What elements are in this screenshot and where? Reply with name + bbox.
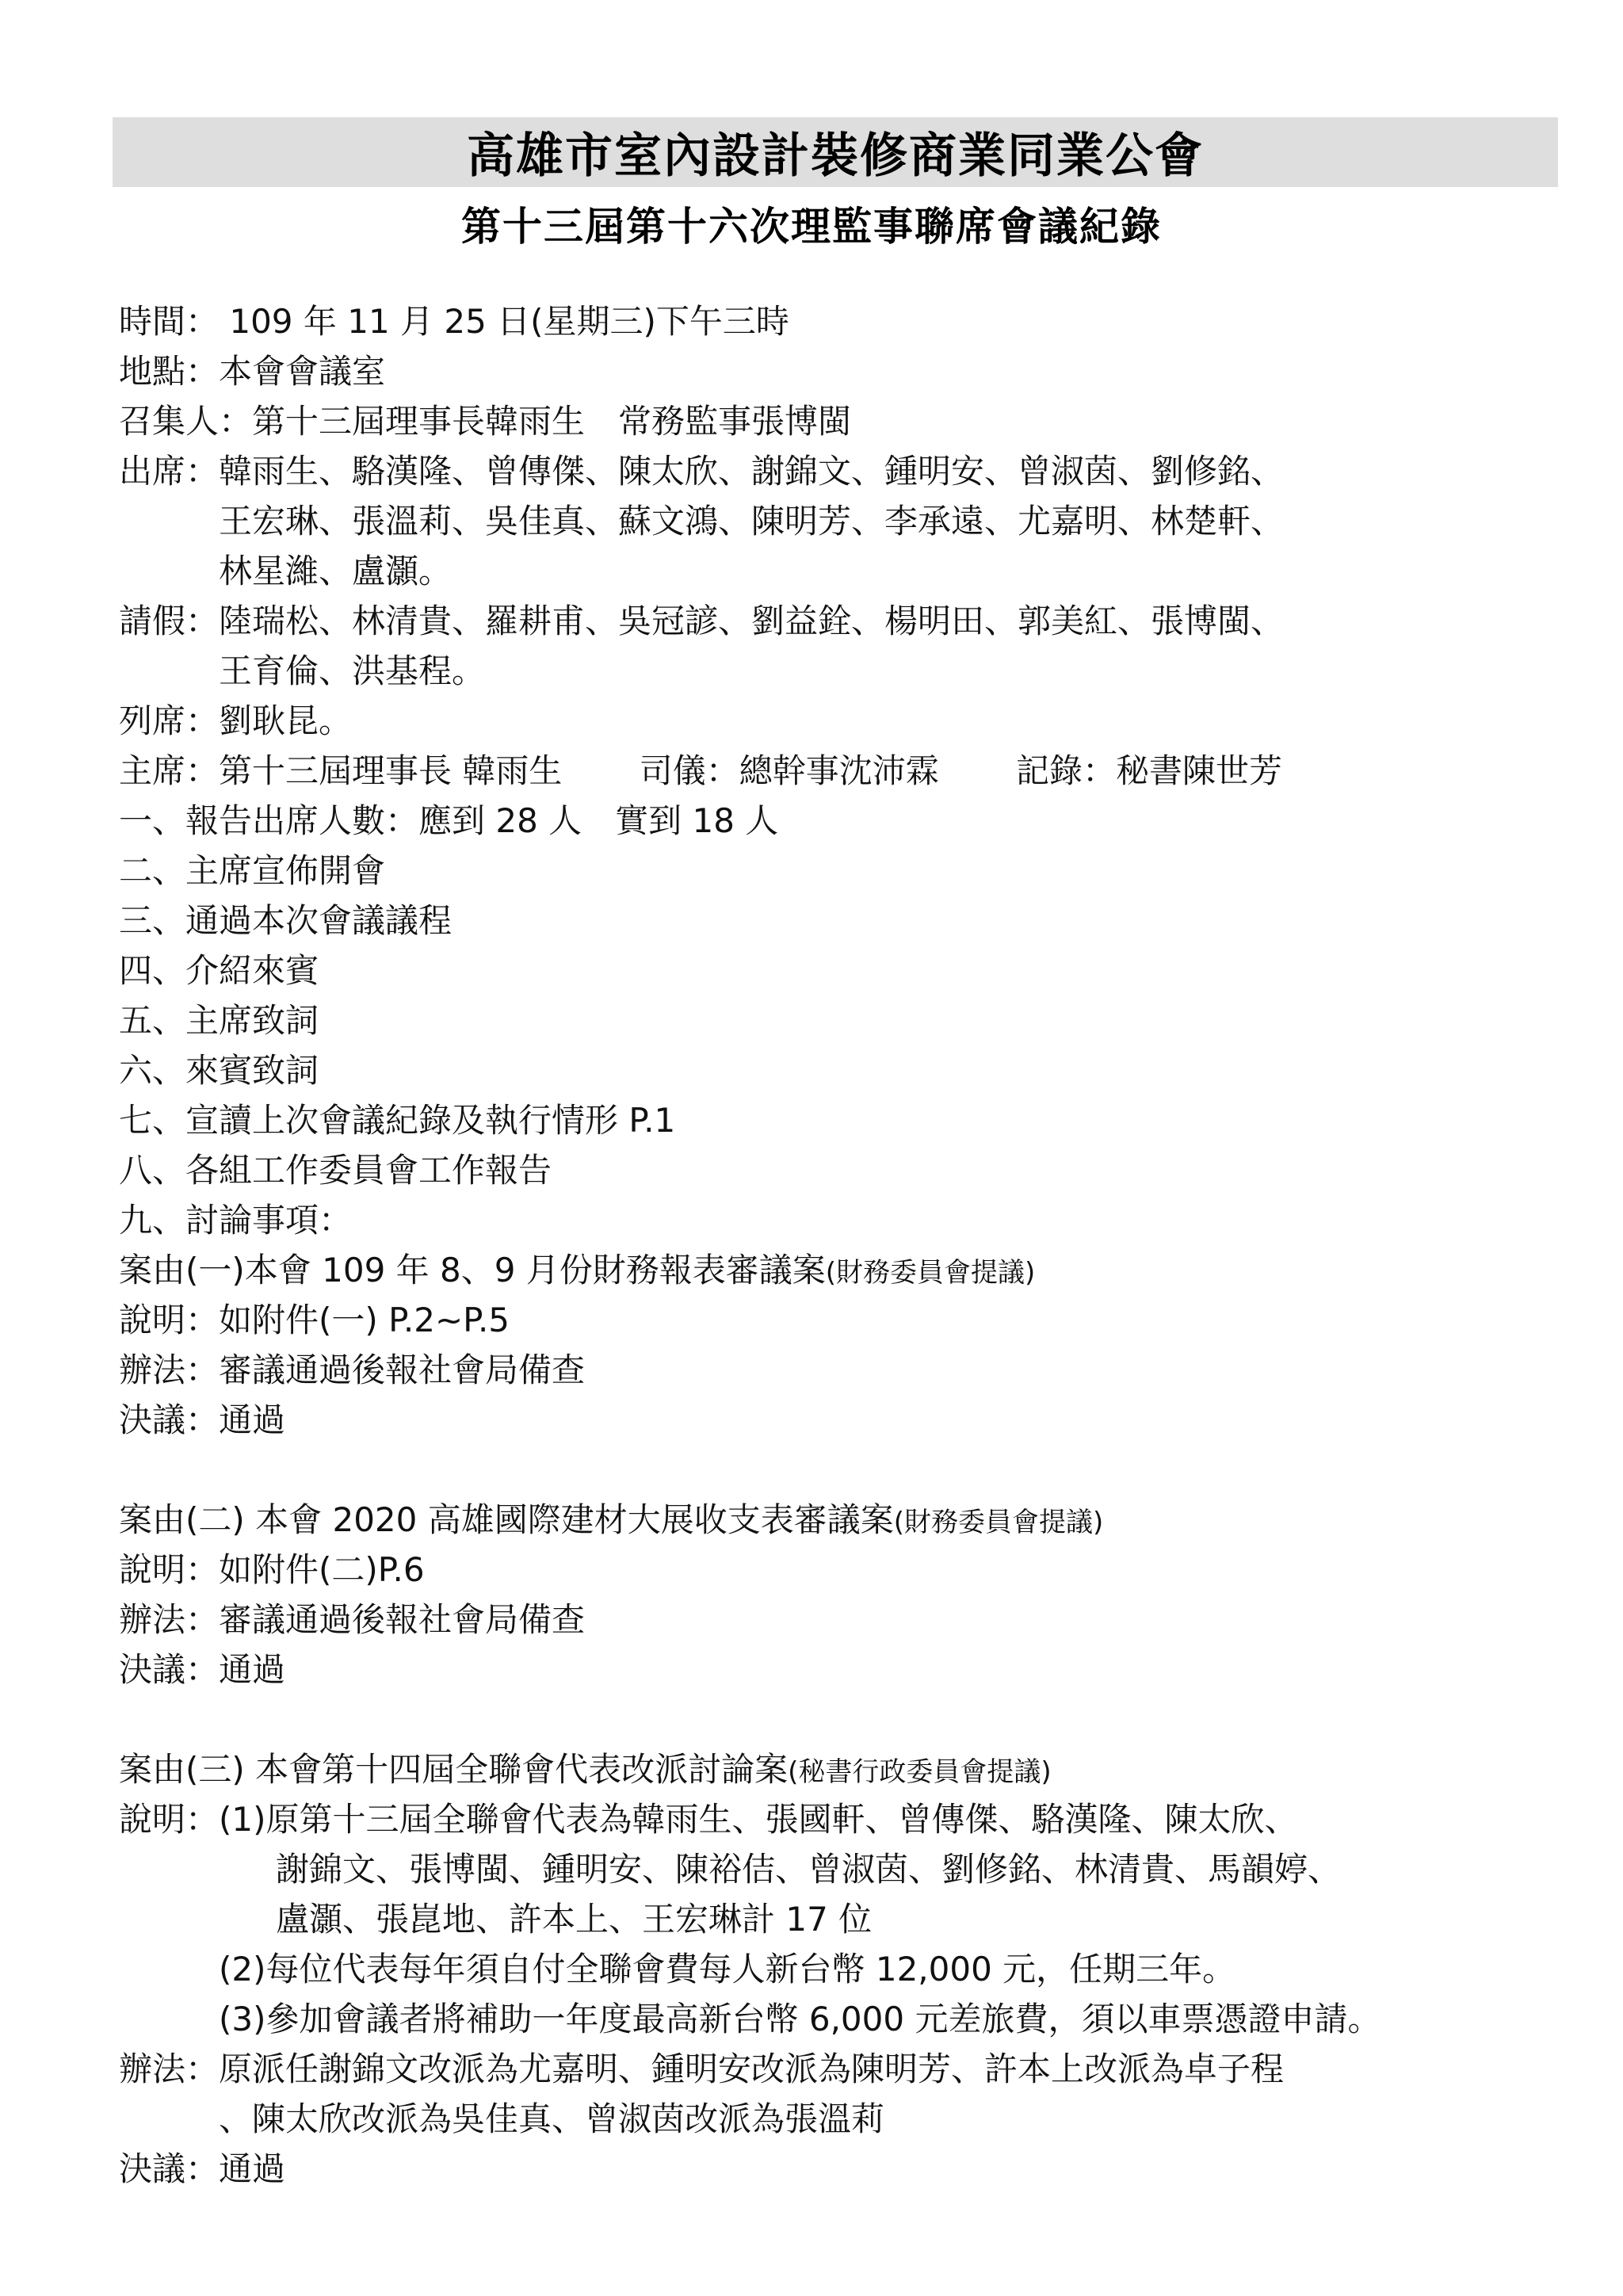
agenda-item: 四、介紹來賓 xyxy=(119,951,319,990)
agenda-item: 五、主席致詞 xyxy=(119,1001,319,1040)
leave-line: 王育倫、洪基程。 xyxy=(219,651,486,690)
case-method: 辦法：審議通過後報社會局備查 xyxy=(119,1600,586,1639)
case-method-label: 辦法： xyxy=(119,2050,220,2088)
title-band xyxy=(113,117,1558,187)
agenda-item: 六、來賓致詞 xyxy=(119,1051,319,1090)
case-resolution: 決議：通過 xyxy=(119,1400,286,1439)
case-title-text: 案由(三) 本會第十四屆全聯會代表改派討論案 xyxy=(119,1750,789,1789)
case-explain-label: 說明： xyxy=(119,1800,220,1839)
leave-line: 陸瑞松、林清貴、羅耕甫、吳冠諺、劉益銓、楊明田、郭美紅、張博閩、 xyxy=(219,602,1285,640)
agenda-item: 九、討論事項： xyxy=(119,1201,353,1240)
agenda-item: 八、各組工作委員會工作報告 xyxy=(119,1151,552,1190)
document-title: 高雄市室內設計裝修商業同業公會 xyxy=(467,128,1204,184)
case-method-line: 、陳太欣改派為吳佳真、曾淑茵改派為張溫莉 xyxy=(219,2099,885,2138)
case-proposer: (財務委員會提議) xyxy=(893,1507,1104,1538)
minutes-body xyxy=(119,296,1593,2194)
case-explain-line: (2)每位代表每年須自付全聯會費每人新台幣 12,000 元，任期三年。 xyxy=(219,1950,1236,1988)
case-explain: 說明：如附件(二)P.6 xyxy=(119,1550,425,1589)
observer-line: 列席：劉耿昆。 xyxy=(119,701,353,740)
meeting-convener: 召集人：第十三屆理事長韓雨生 常務監事張博閩 xyxy=(119,402,852,441)
attendees-label: 出席： xyxy=(119,452,220,491)
case-explain: 說明：如附件(一) P.2~P.5 xyxy=(119,1301,510,1339)
agenda-item: 三、通過本次會議議程 xyxy=(119,901,453,940)
chair-line: 主席：第十三屆理事長 韓雨生 司儀：總幹事沈沛霖 記錄：秘書陳世芳 xyxy=(119,751,1283,790)
leave-block xyxy=(119,596,1593,696)
case-title xyxy=(119,1245,1593,1295)
case-explain-line: 謝錦文、張博閩、鍾明安、陳裕佶、曾淑茵、劉修銘、林清貴、馬韻婷、 xyxy=(276,1850,1342,1889)
agenda-item: 二、主席宣佈開會 xyxy=(119,851,386,890)
attendees-block xyxy=(119,446,1593,596)
case-title-text: 案由(二) 本會 2020 高雄國際建材大展收支表審議案 xyxy=(119,1500,894,1539)
case-method: 辦法：審議通過後報社會局備查 xyxy=(119,1350,586,1389)
case-title xyxy=(119,1744,1593,1794)
case-explain-line: 盧灝、張崑地、許本上、王宏琳計 17 位 xyxy=(276,1900,873,1939)
agenda-item: 一、報告出席人數：應到 28 人 實到 18 人 xyxy=(119,801,779,840)
agenda-item: 七、宣讀上次會議紀錄及執行情形 P.1 xyxy=(119,1101,676,1140)
case-method-block xyxy=(119,2044,1593,2144)
attendees-line: 林星濰、盧灝。 xyxy=(219,552,453,590)
case-title xyxy=(119,1495,1593,1545)
document-subtitle: 第十三屆第十六次理監事聯席會議紀錄 xyxy=(461,204,1162,250)
case-proposer: (財務委員會提議) xyxy=(825,1257,1036,1289)
leave-label: 請假： xyxy=(119,602,220,640)
case-explain-line: (3)參加會議者將補助一年度最高新台幣 6,000 元差旅費，須以車票憑證申請。 xyxy=(219,2000,1381,2038)
attendees-line: 韓雨生、駱漢隆、曾傳傑、陳太欣、謝錦文、鍾明安、曾淑茵、劉修銘、 xyxy=(219,452,1285,491)
case-explain-line: (1)原第十三屆全聯會代表為韓雨生、張國軒、曾傳傑、駱漢隆、陳太欣、 xyxy=(219,1800,1298,1839)
case-proposer: (秘書行政委員會提議) xyxy=(788,1756,1052,1788)
meeting-place: 地點：本會會議室 xyxy=(119,352,386,391)
meeting-time: 時間： 109 年 11 月 25 日(星期三)下午三時 xyxy=(119,302,789,341)
case-resolution: 決議：通過 xyxy=(119,1650,286,1689)
attendees-line: 王宏琳、張溫莉、吳佳真、蘇文鴻、陳明芳、李承遠、尤嘉明、林楚軒、 xyxy=(219,502,1285,541)
case-resolution: 決議：通過 xyxy=(119,2149,286,2188)
case-title-text: 案由(一)本會 109 年 8、9 月份財務報表審議案 xyxy=(119,1251,826,1289)
case-explain-block xyxy=(119,1794,1593,2044)
case-method-line: 原派任謝錦文改派為尤嘉明、鍾明安改派為陳明芳、許本上改派為卓子程 xyxy=(219,2050,1285,2088)
